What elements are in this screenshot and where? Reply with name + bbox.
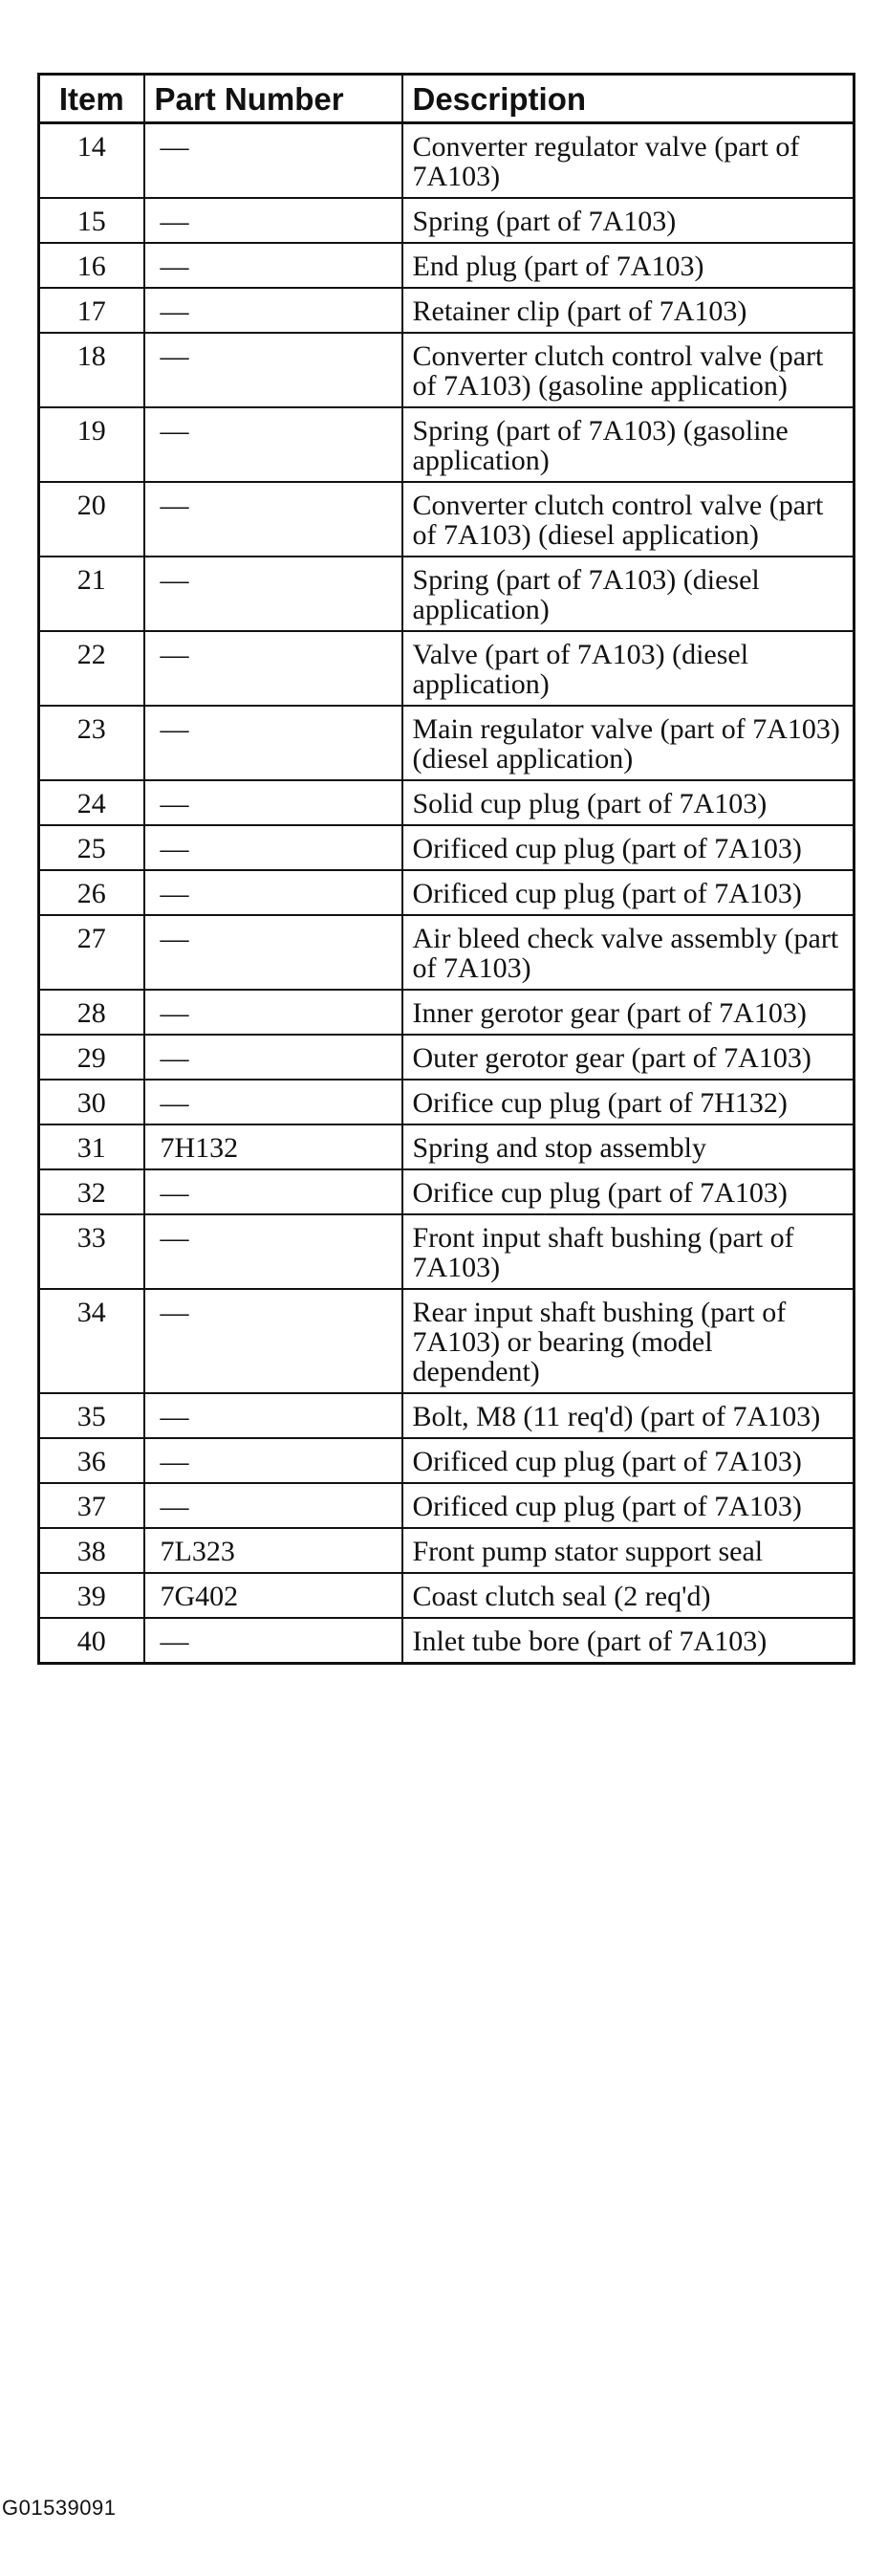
description-cell: Converter regulator valve (part of 7A103) (402, 123, 855, 199)
part-number-cell: — (144, 1169, 402, 1214)
column-header-part-number: Part Number (144, 75, 402, 123)
part-number-cell: — (144, 1080, 402, 1124)
item-number-cell: 32 (39, 1169, 144, 1214)
table-row (39, 1124, 855, 1169)
part-number-cell: — (144, 1618, 402, 1664)
table-row (39, 1169, 855, 1214)
column-header-item: Item (39, 75, 144, 123)
item-number-cell: 28 (39, 990, 144, 1035)
part-number-cell: — (144, 825, 402, 870)
part-number-cell: — (144, 1214, 402, 1289)
table-row (39, 123, 855, 199)
item-number-cell: 19 (39, 407, 144, 482)
item-number-cell: 31 (39, 1124, 144, 1169)
figure-id: G01539091 (2, 2496, 117, 2520)
table-row (39, 557, 855, 631)
table-row (39, 870, 855, 915)
part-number-cell: 7H132 (144, 1124, 402, 1169)
description-cell: Rear input shaft bushing (part of 7A103) or bearing (model dependent) (402, 1289, 855, 1393)
description-cell: Orifice cup plug (part of 7H132) (402, 1080, 855, 1124)
part-number-cell: — (144, 1289, 402, 1393)
description-cell: Spring (part of 7A103) (402, 198, 855, 243)
description-cell: Orificed cup plug (part of 7A103) (402, 1483, 855, 1528)
part-number-cell: — (144, 780, 402, 825)
table-row (39, 915, 855, 990)
table-row (39, 333, 855, 407)
part-number-cell: — (144, 333, 402, 407)
part-number-cell: — (144, 482, 402, 557)
part-number-cell: — (144, 915, 402, 990)
item-number-cell: 14 (39, 123, 144, 199)
part-number-cell: — (144, 123, 402, 199)
item-number-cell: 29 (39, 1035, 144, 1080)
part-number-cell: — (144, 990, 402, 1035)
description-cell: Front pump stator support seal (402, 1528, 855, 1573)
item-number-cell: 35 (39, 1393, 144, 1438)
item-number-cell: 36 (39, 1438, 144, 1483)
part-number-cell: — (144, 288, 402, 333)
item-number-cell: 26 (39, 870, 144, 915)
table-row (39, 1393, 855, 1438)
table-row (39, 631, 855, 706)
description-cell: End plug (part of 7A103) (402, 243, 855, 288)
item-number-cell: 16 (39, 243, 144, 288)
item-number-cell: 37 (39, 1483, 144, 1528)
description-cell: Retainer clip (part of 7A103) (402, 288, 855, 333)
table-row (39, 1035, 855, 1080)
item-number-cell: 23 (39, 706, 144, 780)
part-number-cell: 7G402 (144, 1573, 402, 1618)
item-number-cell: 25 (39, 825, 144, 870)
description-cell: Air bleed check valve assembly (part of 7A103) (402, 915, 855, 990)
table-row (39, 990, 855, 1035)
table-row (39, 1438, 855, 1483)
parts-table (37, 73, 855, 1665)
table-row (39, 1289, 855, 1393)
table-row (39, 198, 855, 243)
part-number-cell: 7L323 (144, 1528, 402, 1573)
table-row (39, 1618, 855, 1664)
item-number-cell: 30 (39, 1080, 144, 1124)
part-number-cell: — (144, 1035, 402, 1080)
part-number-cell: — (144, 1438, 402, 1483)
item-number-cell: 38 (39, 1528, 144, 1573)
description-cell: Inlet tube bore (part of 7A103) (402, 1618, 855, 1664)
table-row (39, 1080, 855, 1124)
table-row (39, 780, 855, 825)
table-row (39, 407, 855, 482)
description-cell: Orifice cup plug (part of 7A103) (402, 1169, 855, 1214)
description-cell: Inner gerotor gear (part of 7A103) (402, 990, 855, 1035)
description-cell: Converter clutch control valve (part of 7A103) (diesel application) (402, 482, 855, 557)
table-row (39, 288, 855, 333)
item-number-cell: 27 (39, 915, 144, 990)
parts-table-body (39, 123, 855, 1664)
part-number-cell: — (144, 243, 402, 288)
item-number-cell: 17 (39, 288, 144, 333)
description-cell: Orificed cup plug (part of 7A103) (402, 870, 855, 915)
description-cell: Outer gerotor gear (part of 7A103) (402, 1035, 855, 1080)
table-row (39, 706, 855, 780)
description-cell: Spring (part of 7A103) (diesel application) (402, 557, 855, 631)
part-number-cell: — (144, 557, 402, 631)
item-number-cell: 24 (39, 780, 144, 825)
item-number-cell: 18 (39, 333, 144, 407)
table-header-row (39, 75, 855, 123)
description-cell: Orificed cup plug (part of 7A103) (402, 1438, 855, 1483)
part-number-cell: — (144, 1483, 402, 1528)
item-number-cell: 15 (39, 198, 144, 243)
part-number-cell: — (144, 706, 402, 780)
part-number-cell: — (144, 407, 402, 482)
item-number-cell: 33 (39, 1214, 144, 1289)
item-number-cell: 39 (39, 1573, 144, 1618)
description-cell: Bolt, M8 (11 req'd) (part of 7A103) (402, 1393, 855, 1438)
item-number-cell: 20 (39, 482, 144, 557)
description-cell: Valve (part of 7A103) (diesel application) (402, 631, 855, 706)
table-row (39, 1573, 855, 1618)
parts-list (37, 73, 853, 1665)
item-number-cell: 40 (39, 1618, 144, 1664)
table-row (39, 1528, 855, 1573)
table-row (39, 1483, 855, 1528)
item-number-cell: 21 (39, 557, 144, 631)
description-cell: Front input shaft bushing (part of 7A103) (402, 1214, 855, 1289)
item-number-cell: 34 (39, 1289, 144, 1393)
column-header-description: Description (402, 75, 855, 123)
part-number-cell: — (144, 631, 402, 706)
table-row (39, 1214, 855, 1289)
description-cell: Spring and stop assembly (402, 1124, 855, 1169)
part-number-cell: — (144, 1393, 402, 1438)
part-number-cell: — (144, 870, 402, 915)
description-cell: Main regulator valve (part of 7A103) (diesel application) (402, 706, 855, 780)
description-cell: Converter clutch control valve (part of 7A103) (gasoline application) (402, 333, 855, 407)
part-number-cell: — (144, 198, 402, 243)
table-row (39, 243, 855, 288)
description-cell: Orificed cup plug (part of 7A103) (402, 825, 855, 870)
description-cell: Spring (part of 7A103) (gasoline application) (402, 407, 855, 482)
description-cell: Coast clutch seal (2 req'd) (402, 1573, 855, 1618)
description-cell: Solid cup plug (part of 7A103) (402, 780, 855, 825)
table-row (39, 482, 855, 557)
table-row (39, 825, 855, 870)
item-number-cell: 22 (39, 631, 144, 706)
